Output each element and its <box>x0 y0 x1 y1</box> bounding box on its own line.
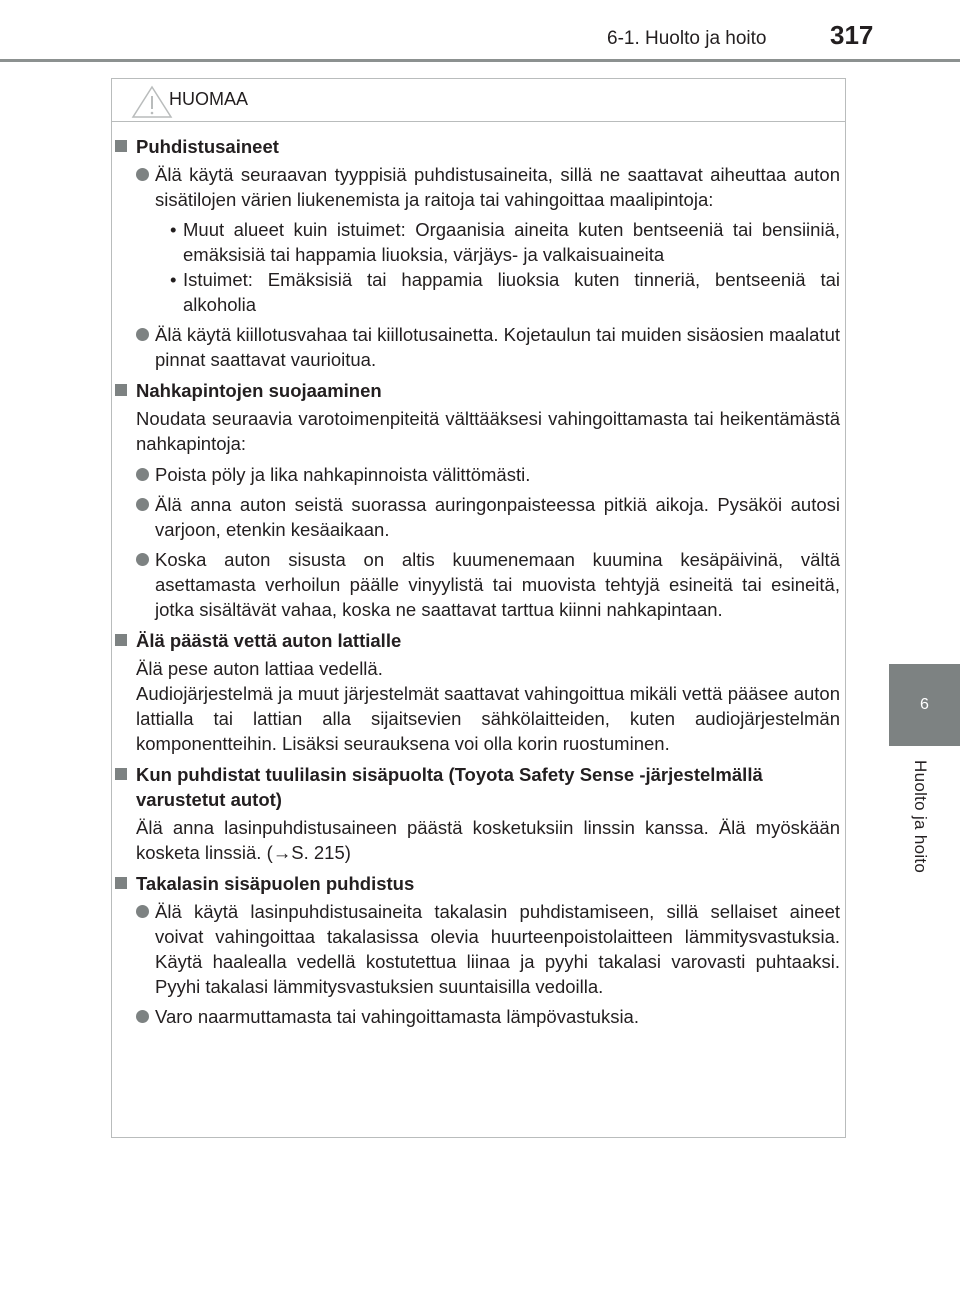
page-number: 317 <box>830 20 874 50</box>
circle-bullet-icon <box>136 1010 149 1023</box>
circle-bullet-icon <box>136 553 149 566</box>
circle-bullet-icon <box>136 168 149 181</box>
chapter-title: Huolto ja hoito <box>911 760 930 874</box>
square-bullet-icon <box>115 140 127 152</box>
square-bullet-icon <box>115 384 127 396</box>
header-divider <box>0 59 960 62</box>
section-heading: Takalasin sisäpuolen puhdistus <box>115 871 840 896</box>
paragraph: Audiojärjestelmä ja muut järjestelmät saattavat vahingoittua mikäli vettä pääsee auton lattialla tai lattian alla sijaitsevien sähkölaitteiden, kuten audiojärjestelmän komponentteihin. Lisäksi seurauksena voi olla korin ruostuminen. <box>136 683 840 754</box>
bullet-item: Poista pöly ja lika nahkapinnoista välittömästi. <box>115 462 840 487</box>
notice-content <box>115 134 840 1034</box>
sub-item: • Muut alueet kuin istuimet: Orgaanisia aineita kuten bentseeniä tai bensiiniä, emäksisiä tai happamia liuoksia, värjäys- ja valkaisuaineita <box>170 219 840 265</box>
bullet-item: Älä käytä kiillotusvahaa tai kiillotusainetta. Kojetaulun tai muiden sisäosien maalatut pinnat saattavat vaurioitua. <box>115 322 840 372</box>
notice-header <box>112 79 845 122</box>
square-bullet-icon <box>115 877 127 889</box>
section-heading: Nahkapintojen suojaaminen <box>115 378 840 403</box>
circle-bullet-icon <box>136 498 149 511</box>
notice-title: HUOMAA <box>169 89 249 109</box>
dot-bullet-icon: • <box>170 219 177 240</box>
bullet-item: Koska auton sisusta on altis kuumenemaan kuumina kesäpäivinä, vältä asettamasta verhoilun päälle vinyylistä tai muovista tehtyjä esineitä tai esineitä, jotka sisältävät vahaa, koska ne saattavat tarttua kiinni nahkapintaan. <box>115 547 840 622</box>
warning-triangle-icon <box>131 85 173 119</box>
section-title: 6-1. Huolto ja hoito <box>607 28 767 49</box>
section-heading: Puhdistusaineet <box>115 134 840 159</box>
sub-item: • Istuimet: Emäksisiä tai happamia liuoksia kuten tinneriä, bentseeniä tai alkoholia <box>170 269 840 315</box>
square-bullet-icon <box>115 768 127 780</box>
bullet-item: Varo naarmuttamasta tai vahingoittamasta lämpövastuksia. <box>115 1004 840 1029</box>
bullet-item: Älä anna auton seistä suorassa auringonpaisteessa pitkiä aikoja. Pysäköi autosi varjoon, etenkin kesäaikaan. <box>115 492 840 542</box>
bullet-item: Älä käytä seuraavan tyyppisiä puhdistusaineita, sillä ne saattavat aiheuttaa auton sisätilojen värien liukenemista ja raitoja tai vahingoittaa maalipintoja: <box>115 162 840 212</box>
bullet-item: Älä käytä lasinpuhdistusaineita takalasin puhdistamiseen, sillä sellaiset aineet voivat vahingoittaa takalasissa olevia huurteenpoistolaitteen lämmitysvastuksia. Käytä haalealla vedellä kostutettua liinaa ja pyyhi takalasi varovasti puhtaaksi. Pyyhi takalasi lämmitysvastuksien suuntaisilla vedoilla. <box>115 899 840 999</box>
chapter-number: 6 <box>920 696 929 713</box>
chapter-tab <box>889 664 960 746</box>
section-heading: Kun puhdistat tuulilasin sisäpuolta (Toyota Safety Sense -järjestelmällä varustetut autot) <box>115 762 840 812</box>
square-bullet-icon <box>115 634 127 646</box>
circle-bullet-icon <box>136 328 149 341</box>
section-heading: Älä päästä vettä auton lattialle <box>115 628 840 653</box>
circle-bullet-icon <box>136 468 149 481</box>
paragraph: Älä pese auton lattiaa vedellä. <box>136 658 383 679</box>
paragraph: Älä anna lasinpuhdistusaineen päästä kosketuksiin linssin kanssa. Älä myöskään kosketa linssiä. (→S. 215) <box>136 817 840 863</box>
circle-bullet-icon <box>136 905 149 918</box>
paragraph: Noudata seuraavia varotoimenpiteitä välttääksesi vahingoittamasta tai heikentämästä nahkapintoja: <box>136 408 840 454</box>
dot-bullet-icon: • <box>170 269 177 290</box>
